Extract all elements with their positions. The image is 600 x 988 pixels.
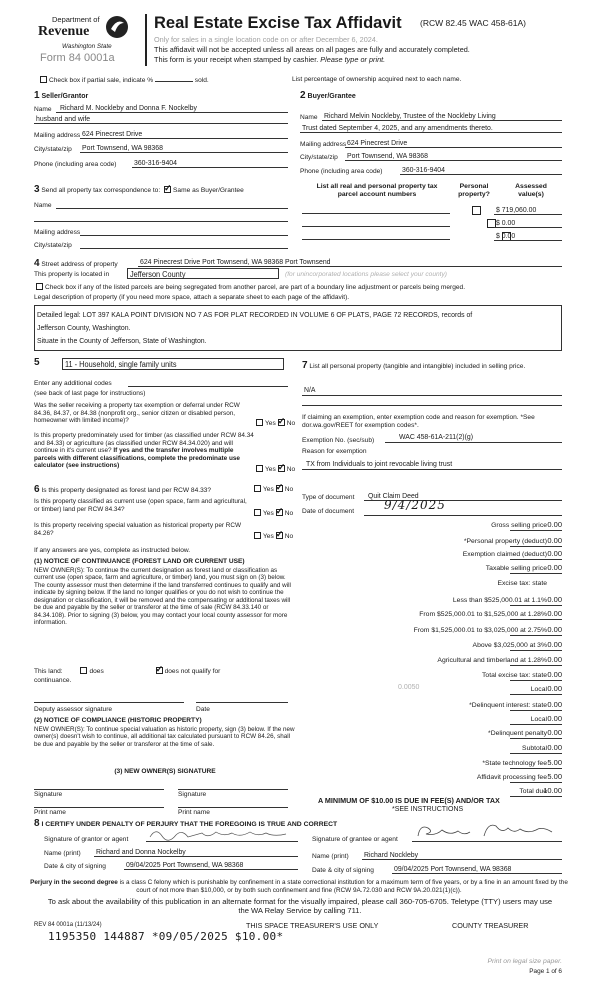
grantor-date-line[interactable]	[124, 861, 298, 870]
tax-row-value[interactable]: 0.00	[510, 537, 562, 547]
buyer-phone-label: Phone (including area code)	[300, 168, 383, 175]
seller-city-label: City/state/zip	[34, 146, 72, 153]
buyer-mail: 624 Pinecrest Drive	[347, 138, 408, 147]
seller-mail-line[interactable]	[80, 130, 288, 139]
forest-q2	[34, 498, 249, 513]
county-value: Jefferson County	[130, 270, 186, 279]
buyer-mail-label: Mailing address	[300, 141, 347, 148]
forest-q3-no: No	[284, 533, 294, 540]
grantee-name-line[interactable]	[362, 851, 562, 860]
personal-header-a: Personal	[459, 183, 489, 190]
tax-row-value[interactable]: 5.00	[510, 773, 562, 783]
personal-property-text: List all personal property (tangible and intangible) included in selling price.	[309, 363, 526, 370]
exempt-note-a: If claiming an exemption, enter exemption code and reason for exemption.	[302, 414, 519, 421]
assessed-line-1[interactable]	[494, 206, 562, 215]
exempt-note-b: *See dor.wa.gov/REET for exemption codes*.	[302, 414, 535, 430]
seller-num: 1	[34, 90, 40, 101]
owner-print-line-2[interactable]	[178, 800, 288, 808]
exemption-yes-checkbox[interactable]	[256, 419, 263, 426]
grantor-sig-line[interactable]	[146, 830, 298, 842]
grantor-date: 09/04/2025 Port Townsend, WA 98368	[126, 860, 244, 869]
exempt-no-value: WAC 458-61A-211(2)(g)	[399, 432, 474, 441]
legal-label: Legal description of property (if you need more space, attach a separate sheet to each page of the affidavit).	[34, 294, 350, 301]
personal-property-value: N/A	[304, 385, 316, 394]
forest-q3-text: Is this property receiving special valuation as historical property per RCW 84.26?	[34, 522, 242, 537]
forest-q3-yes-checkbox[interactable]	[254, 532, 261, 539]
seller-mail-label: Mailing address	[34, 132, 81, 139]
partial-sale-checkbox[interactable]	[40, 76, 47, 83]
deputy-date-line[interactable]	[196, 695, 288, 703]
ownership-note: List percentage of ownership acquired next to each name.	[292, 76, 462, 83]
legal-paper-note: Print on legal size paper.	[487, 958, 562, 965]
seller-heading-label: Seller/Grantor	[41, 93, 89, 100]
assessed-header-b: value(s)	[518, 190, 544, 198]
tax-row-label: Excise tax: state	[497, 580, 547, 587]
doc-date-line[interactable]	[364, 498, 562, 516]
tax-row-label: Total due	[519, 788, 547, 795]
timber-question-b: If yes and the transfer involves multiple parcels with different classifications, complete the predominate use calculator (see instructions)	[34, 447, 240, 470]
tax-row-label: Exemption claimed (deduct)	[462, 551, 547, 558]
county-treasurer-label: COUNTY TREASURER	[452, 921, 529, 930]
tax-row-label: Above $3,025,000 at 3%	[472, 642, 547, 649]
forest-q3-yes-no	[252, 532, 293, 541]
forest-q1-no-checkbox[interactable]	[276, 485, 283, 492]
corr-mail-label: Mailing address	[34, 229, 81, 236]
header-divider	[145, 14, 147, 66]
street-label-row	[34, 258, 118, 270]
tax-row-label: *State technology fee	[482, 760, 547, 767]
buyer-heading	[300, 90, 356, 102]
assessed-header-a: Assessed	[515, 183, 547, 190]
tax-row-label: Local	[530, 686, 547, 693]
legal-description-box[interactable]	[34, 305, 562, 351]
segregated-row	[34, 283, 465, 292]
see-instructions: *SEE INSTRUCTIONS	[392, 806, 464, 813]
agency-line3: Washington State	[62, 43, 112, 50]
partial-sale-row	[38, 76, 209, 85]
parcel-header-b: parcel account numbers	[337, 190, 417, 198]
owner-print-line-1[interactable]	[34, 800, 164, 808]
exemption-yes-no	[254, 419, 295, 428]
perjury-text: is a class C felony which is punishable by confinement in a state correctional institution for a maximum term of five years, or by a fine in an amount fixed by the court of not more than $10,000, or by both such confinement and fine (RCW 9A.72.030 and RCW 9A.20.021(1)(c)).	[119, 879, 568, 894]
corr-name-line[interactable]	[56, 200, 288, 209]
grantor-signature-scribble	[146, 827, 296, 841]
if-yes-note: If any answers are yes, complete as instructed below.	[34, 547, 191, 554]
buyer-name1: Richard Melvin Nockleby, Trustee of the Nockleby Living	[324, 111, 496, 120]
exemption-question-text: Was the seller receiving a property tax exemption or deferral under RCW 84.36, 84.37, or 84.38 (nonprofit org., senior citizen or disabled person, homeowner with limited income)?	[34, 402, 240, 425]
tax-row-value[interactable]: 0.00	[510, 641, 562, 651]
exemption-no: No	[286, 420, 296, 427]
forest-q2-yes-no	[252, 509, 293, 518]
forest-q3	[34, 522, 249, 537]
tax-row-value[interactable]: 0.00	[510, 626, 562, 636]
forest-q1-yes: Yes	[263, 486, 274, 493]
corr-mail-line[interactable]	[80, 227, 288, 236]
form-title-ref: (RCW 82.45 WAC 458-61A)	[420, 18, 526, 28]
corr-city-label: City/state/zip	[34, 242, 72, 249]
tax-row-value[interactable]: 0.00	[510, 610, 562, 620]
forest-q3-yes: Yes	[263, 533, 274, 540]
personal-checkbox-1[interactable]	[472, 206, 481, 215]
timber-no-checkbox[interactable]	[278, 465, 285, 472]
seller-name1: Richard M. Nockleby and Donna F. Nockelby	[60, 103, 197, 112]
grantee-date-line[interactable]	[392, 865, 562, 874]
reason-line[interactable]	[302, 460, 562, 470]
seller-phone-label: Phone (including area code)	[34, 161, 117, 168]
assessed-value-1: $ 719,060.00	[496, 205, 537, 214]
forest-num: 6	[34, 484, 40, 495]
seller-city: Port Townsend, WA 98368	[82, 143, 163, 152]
personal-property-line[interactable]	[302, 386, 562, 396]
header-note-3a: This form is your receipt when stamped by cashier.	[154, 55, 319, 64]
tax-row-value[interactable]: 0.00	[510, 744, 562, 754]
buyer-name-line2[interactable]	[300, 124, 562, 133]
exempt-no-label: Exemption No. (sec/sub)	[302, 437, 375, 444]
parcel-line-2[interactable]	[302, 219, 450, 227]
deputy-sig-label: Deputy assessor signature	[34, 706, 113, 713]
buyer-name2: Trust dated September 4, 2025, and any amendments thereto.	[302, 123, 493, 132]
doc-date-label: Date of document	[302, 508, 355, 515]
tax-row-label: Affidavit processing fee	[476, 774, 547, 781]
addl-codes-line[interactable]	[128, 378, 288, 387]
grantee-sig-line[interactable]	[412, 828, 562, 842]
tax-row-label: Local	[530, 716, 547, 723]
header-note-2: This affidavit will not be accepted unless all areas on all pages are fully and accurately completed.	[154, 45, 470, 54]
addl-codes-label: Enter any additional codes	[34, 380, 112, 387]
parcel-header	[302, 183, 452, 199]
forest-q2-text: Is this property classified as current use (open space, farm and agricultural, or timber) land per RCW 84.34?	[34, 498, 247, 513]
assessed-header	[500, 183, 562, 199]
notice1-title: (1) NOTICE OF CONTINUANCE (FOREST LAND OR CURRENT USE)	[34, 558, 245, 565]
street-value: 624 Pinecrest Drive Port Townsend, WA 98368 Port Townsend	[140, 257, 331, 266]
county-hint: (for unincorporated locations please select your county)	[285, 271, 448, 278]
timber-yes-no	[254, 465, 295, 474]
minimum-notice: A MINIMUM OF $10.00 IS DUE IN FEE(S) AND/OR TAX	[318, 796, 500, 805]
certify-heading: I CERTIFY UNDER PENALTY OF PERJURY THAT THE FOREGOING IS TRUE AND CORRECT	[41, 821, 338, 828]
county-select[interactable]	[127, 268, 279, 279]
certify-num: 8	[34, 818, 40, 829]
segregated-checkbox[interactable]	[36, 283, 43, 290]
tax-row-value[interactable]: 0.00	[510, 564, 562, 574]
correspondence-row	[34, 184, 244, 196]
notice1-body: NEW OWNER(S): To continue the current designation as forest land or classification as current use (open space, farm and agriculture, or timber) land, you must sign on (3) below. The county assessor must then determine if the land transferred continues to qualify and will indicate by signing below. If the land no longer qualifies or you do not wish to continue the designation or classification, it will be removed and the compensating or additional taxes will be due and payable by the seller or transferor at the time of sale (RCW 84.33.140 or 84.34.108). Prior to signing (3) below, you may contact your local county assessor for more information.	[34, 567, 291, 626]
grantee-date-label: Date & city of signing	[312, 867, 374, 874]
tax-row-value[interactable]: 10.00	[510, 787, 562, 797]
seller-name-label: Name	[34, 106, 52, 113]
seller-name-line1[interactable]	[56, 104, 288, 113]
tax-row-label: Subtotal	[522, 745, 547, 752]
forest-q3-no-checkbox[interactable]	[276, 532, 283, 539]
parcel-header-a: List all real and personal property tax	[316, 183, 438, 190]
forest-q2-yes-checkbox[interactable]	[254, 509, 261, 516]
grantor-name-line[interactable]	[94, 848, 298, 857]
tax-row-label: Total excise tax: state	[482, 672, 547, 679]
land-use-num: 5	[34, 357, 40, 368]
street-num: 4	[34, 258, 40, 269]
buyer-city: Port Townsend, WA 98368	[347, 151, 428, 160]
grantor-name: Richard and Donna Nockelby	[96, 847, 186, 856]
segregated-label: Check box if any of the listed parcels are being segregated from another parcel, are part of a boundary line adjustment or parcels being merged.	[45, 284, 466, 291]
assessed-value-2: $ 0.00	[496, 218, 516, 227]
legal-line-3: Situate in the County of Jefferson, State of Washington.	[37, 336, 207, 345]
reason-label: Reason for exemption	[302, 448, 367, 455]
doc-date-value: 9/4/2025	[384, 498, 446, 512]
correspondence-label: Send all property tax correspondence to:	[41, 187, 161, 194]
grantor-sig-label: Signature of grantor or agent	[44, 836, 129, 843]
seller-phone-line[interactable]	[132, 159, 288, 168]
legal-line-2: Jefferson County, Washington.	[37, 323, 131, 332]
does-label: does	[89, 668, 104, 675]
seller-name2: husband and wife	[36, 114, 91, 123]
seller-phone: 360-316-9404	[134, 158, 177, 167]
seller-city-line[interactable]	[80, 144, 288, 153]
timber-no: No	[286, 466, 296, 473]
tax-row-label: Taxable selling price	[485, 565, 547, 572]
perjury-bold: Perjury in the second degree	[30, 879, 118, 886]
tax-row-value[interactable]: 0.00	[510, 671, 562, 681]
buyer-city-line[interactable]	[345, 152, 562, 161]
tax-row-label: *Delinquent interest: state	[469, 702, 547, 709]
alt-format-notice: To ask about the availability of this publication in an alternate format for the visually impaired, please call 360-705-6705. Teletype (TTY) users may use the WA Relay Service by calling 711.	[47, 897, 553, 916]
exemption-question	[34, 402, 256, 425]
forest-q1-yes-no	[252, 485, 293, 494]
forest-q1-yes-checkbox[interactable]	[254, 485, 261, 492]
seller-mail: 624 Pinecrest Drive	[82, 129, 143, 138]
treasurer-space-label: THIS SPACE TREASURER'S USE ONLY	[246, 921, 379, 930]
forest-q1-no: No	[284, 486, 294, 493]
grantee-signature-scribble	[412, 822, 562, 840]
buyer-city-label: City/state/zip	[300, 154, 338, 161]
owner-sig-line-1[interactable]	[34, 782, 164, 790]
parcel-line-3[interactable]	[302, 232, 450, 240]
tax-row-value[interactable]: 0.00	[510, 715, 562, 725]
doc-type-value: Quit Claim Deed	[368, 491, 419, 500]
grantee-sig-label: Signature of grantee or agent	[312, 836, 398, 843]
owner-sig-title: (3) NEW OWNER(S) SIGNATURE	[114, 768, 216, 775]
tax-row-value[interactable]: 0.00	[510, 729, 562, 739]
header-note-3	[154, 56, 385, 64]
personal-property-line2[interactable]	[302, 398, 562, 406]
exempt-no-line[interactable]	[385, 434, 562, 443]
forest-q2-no: No	[284, 510, 294, 517]
tax-row-value[interactable]: 0.00	[510, 656, 562, 666]
tax-row-label: *Delinquent penalty	[488, 730, 547, 737]
tax-row-label: Gross selling price	[491, 522, 547, 529]
header-note-1: Only for sales in a single location code on or after December 6, 2024.	[154, 35, 378, 44]
seller-name-line2[interactable]	[34, 115, 288, 124]
corr-name-line2[interactable]	[34, 213, 288, 222]
tax-row-label: *Personal property (deduct)	[463, 538, 547, 545]
buyer-phone: 360-316-9404	[402, 165, 445, 174]
partial-sale-sold: sold.	[194, 77, 209, 84]
continuance-label: continuance.	[34, 677, 72, 684]
perjury-notice	[30, 879, 568, 894]
does-not-label: does not qualify for	[164, 668, 221, 675]
buyer-heading-label: Buyer/Grantee	[307, 93, 356, 100]
buyer-phone-line[interactable]	[400, 166, 562, 175]
notice2-title: (2) NOTICE OF COMPLIANCE (HISTORIC PROPERTY)	[34, 717, 202, 724]
seller-heading	[34, 90, 88, 102]
deputy-date-label: Date	[196, 706, 210, 713]
reason-value: TX from Individuals to joint revocable living trust	[306, 459, 453, 468]
correspondence-num: 3	[34, 184, 40, 195]
parcel-line-1[interactable]	[302, 206, 450, 214]
buyer-num: 2	[300, 90, 306, 101]
buyer-name-line1[interactable]	[322, 112, 562, 121]
tax-row-value[interactable]: 0.00	[510, 521, 562, 531]
forest-q2-yes: Yes	[263, 510, 274, 517]
buyer-name-label: Name	[300, 114, 318, 121]
buyer-mail-line[interactable]	[345, 139, 562, 148]
street-label: Street address of property	[41, 261, 118, 268]
does-checkbox[interactable]	[80, 667, 87, 674]
corr-name-label: Name	[34, 202, 52, 209]
owner-sig-line-2[interactable]	[178, 782, 288, 790]
agency-line1: Department of	[52, 15, 100, 24]
agency-line2: Revenue	[38, 24, 90, 39]
dor-logo	[38, 14, 136, 66]
exemption-yes: Yes	[265, 420, 276, 427]
this-land-row	[34, 667, 220, 676]
revenue-swirl-icon	[104, 14, 130, 40]
doc-type-label: Type of document	[302, 494, 355, 501]
exemption-code-note	[302, 414, 562, 430]
personal-property-label	[302, 360, 562, 373]
assessed-value-3: $ 0.00	[496, 231, 516, 240]
grantee-date: 09/04/2025 Port Townsend, WA 98368	[394, 864, 512, 873]
land-use-select[interactable]	[62, 358, 284, 370]
cashier-stamp: 1195350 144887 *09/05/2025 $10.00*	[48, 930, 284, 943]
notice2-body: NEW OWNER(S): To continue special valuation as historic property, sign (3) below. If the new owner(s) doesn't wish to continue, all additional tax calculated pursuant to RCW 84.26, shall be due and payable by the seller or transferor at the time of sale.	[34, 726, 295, 748]
land-use-value: 11 - Household, single family units	[65, 360, 177, 369]
corr-city-line[interactable]	[80, 240, 288, 249]
tax-row-value[interactable]: 0.00	[510, 596, 562, 606]
owner-sig-label-1: Signature	[34, 791, 63, 798]
tax-row-label: From $1,525,000.01 to $3,025,000 at 2.75%	[413, 627, 547, 634]
tax-row-label: From $525,000.01 to $1,525,000 at 1.28%	[419, 611, 547, 618]
forest-q1	[34, 484, 211, 496]
timber-question-a: Is this property predominately used for timber (as classified under RCW 84.34 and 84.33) or agriculture (as classified under RCW 84.34.020) and will continue in it's current use?	[34, 432, 254, 455]
form-title: Real Estate Excise Tax Affidavit	[154, 14, 402, 32]
personal-header	[452, 183, 496, 199]
tax-row-value[interactable]: 0.00	[510, 550, 562, 560]
grantor-date-label: Date & city of signing	[44, 863, 106, 870]
assessed-line-2[interactable]	[494, 219, 562, 228]
this-land-label: This land:	[34, 668, 63, 675]
page-number: Page 1 of 6	[529, 968, 562, 975]
form-number: Form 84 0001a	[40, 52, 115, 64]
owner-sig-label-2: Signature	[178, 791, 207, 798]
located-label: This property is located in	[34, 271, 110, 278]
local-rate: 0.0050	[398, 684, 420, 691]
timber-question	[34, 432, 256, 470]
partial-sale-label: Check box if partial sale, indicate %	[49, 77, 154, 84]
legal-line-1: Detailed legal: LOT 397 KALA POINT DIVISION NO 7 AS FOR PLAT RECORDED IN VOLUME 6 OF PLATS, PAGE 72 RECORDS, records of	[37, 310, 473, 319]
tax-row-label: Agricultural and timberland at 1.28%	[437, 657, 547, 664]
personal-header-b: property?	[458, 190, 490, 198]
same-as-buyer-label: Same as Buyer/Grantee	[173, 187, 244, 194]
addl-codes-note: (see back of last page for instructions)	[34, 390, 146, 397]
tax-row-label: Less than $525,000.01 at 1.1%	[452, 597, 547, 604]
personal-property-num: 7	[302, 360, 308, 371]
exemption-no-checkbox[interactable]	[278, 419, 285, 426]
owner-print-label-2: Print name	[178, 809, 210, 816]
grantee-name-label: Name (print)	[312, 853, 349, 860]
assessed-line-3[interactable]	[494, 232, 562, 241]
header-note-3b: Please type or print.	[320, 55, 386, 64]
does-not-checkbox[interactable]	[156, 667, 163, 674]
same-as-buyer-checkbox[interactable]	[164, 186, 171, 193]
tax-row-value[interactable]: 0.00	[510, 685, 562, 695]
tax-row-value[interactable]: 5.00	[510, 759, 562, 769]
timber-yes-checkbox[interactable]	[256, 465, 263, 472]
street-line[interactable]	[138, 258, 562, 267]
timber-yes: Yes	[265, 466, 276, 473]
grantor-name-label: Name (print)	[44, 850, 81, 857]
grantee-name: Richard Nockleby	[364, 850, 419, 859]
rev-number: REV 84 0001a (11/13/24)	[34, 922, 102, 928]
forest-q1-text: Is this property designated as forest land per RCW 84.33?	[41, 487, 212, 494]
partial-sale-percent-line[interactable]	[155, 81, 193, 82]
owner-print-label-1: Print name	[34, 809, 66, 816]
forest-q2-no-checkbox[interactable]	[276, 509, 283, 516]
deputy-sig-line[interactable]	[34, 695, 184, 703]
tax-row-value[interactable]: 0.00	[510, 701, 562, 711]
